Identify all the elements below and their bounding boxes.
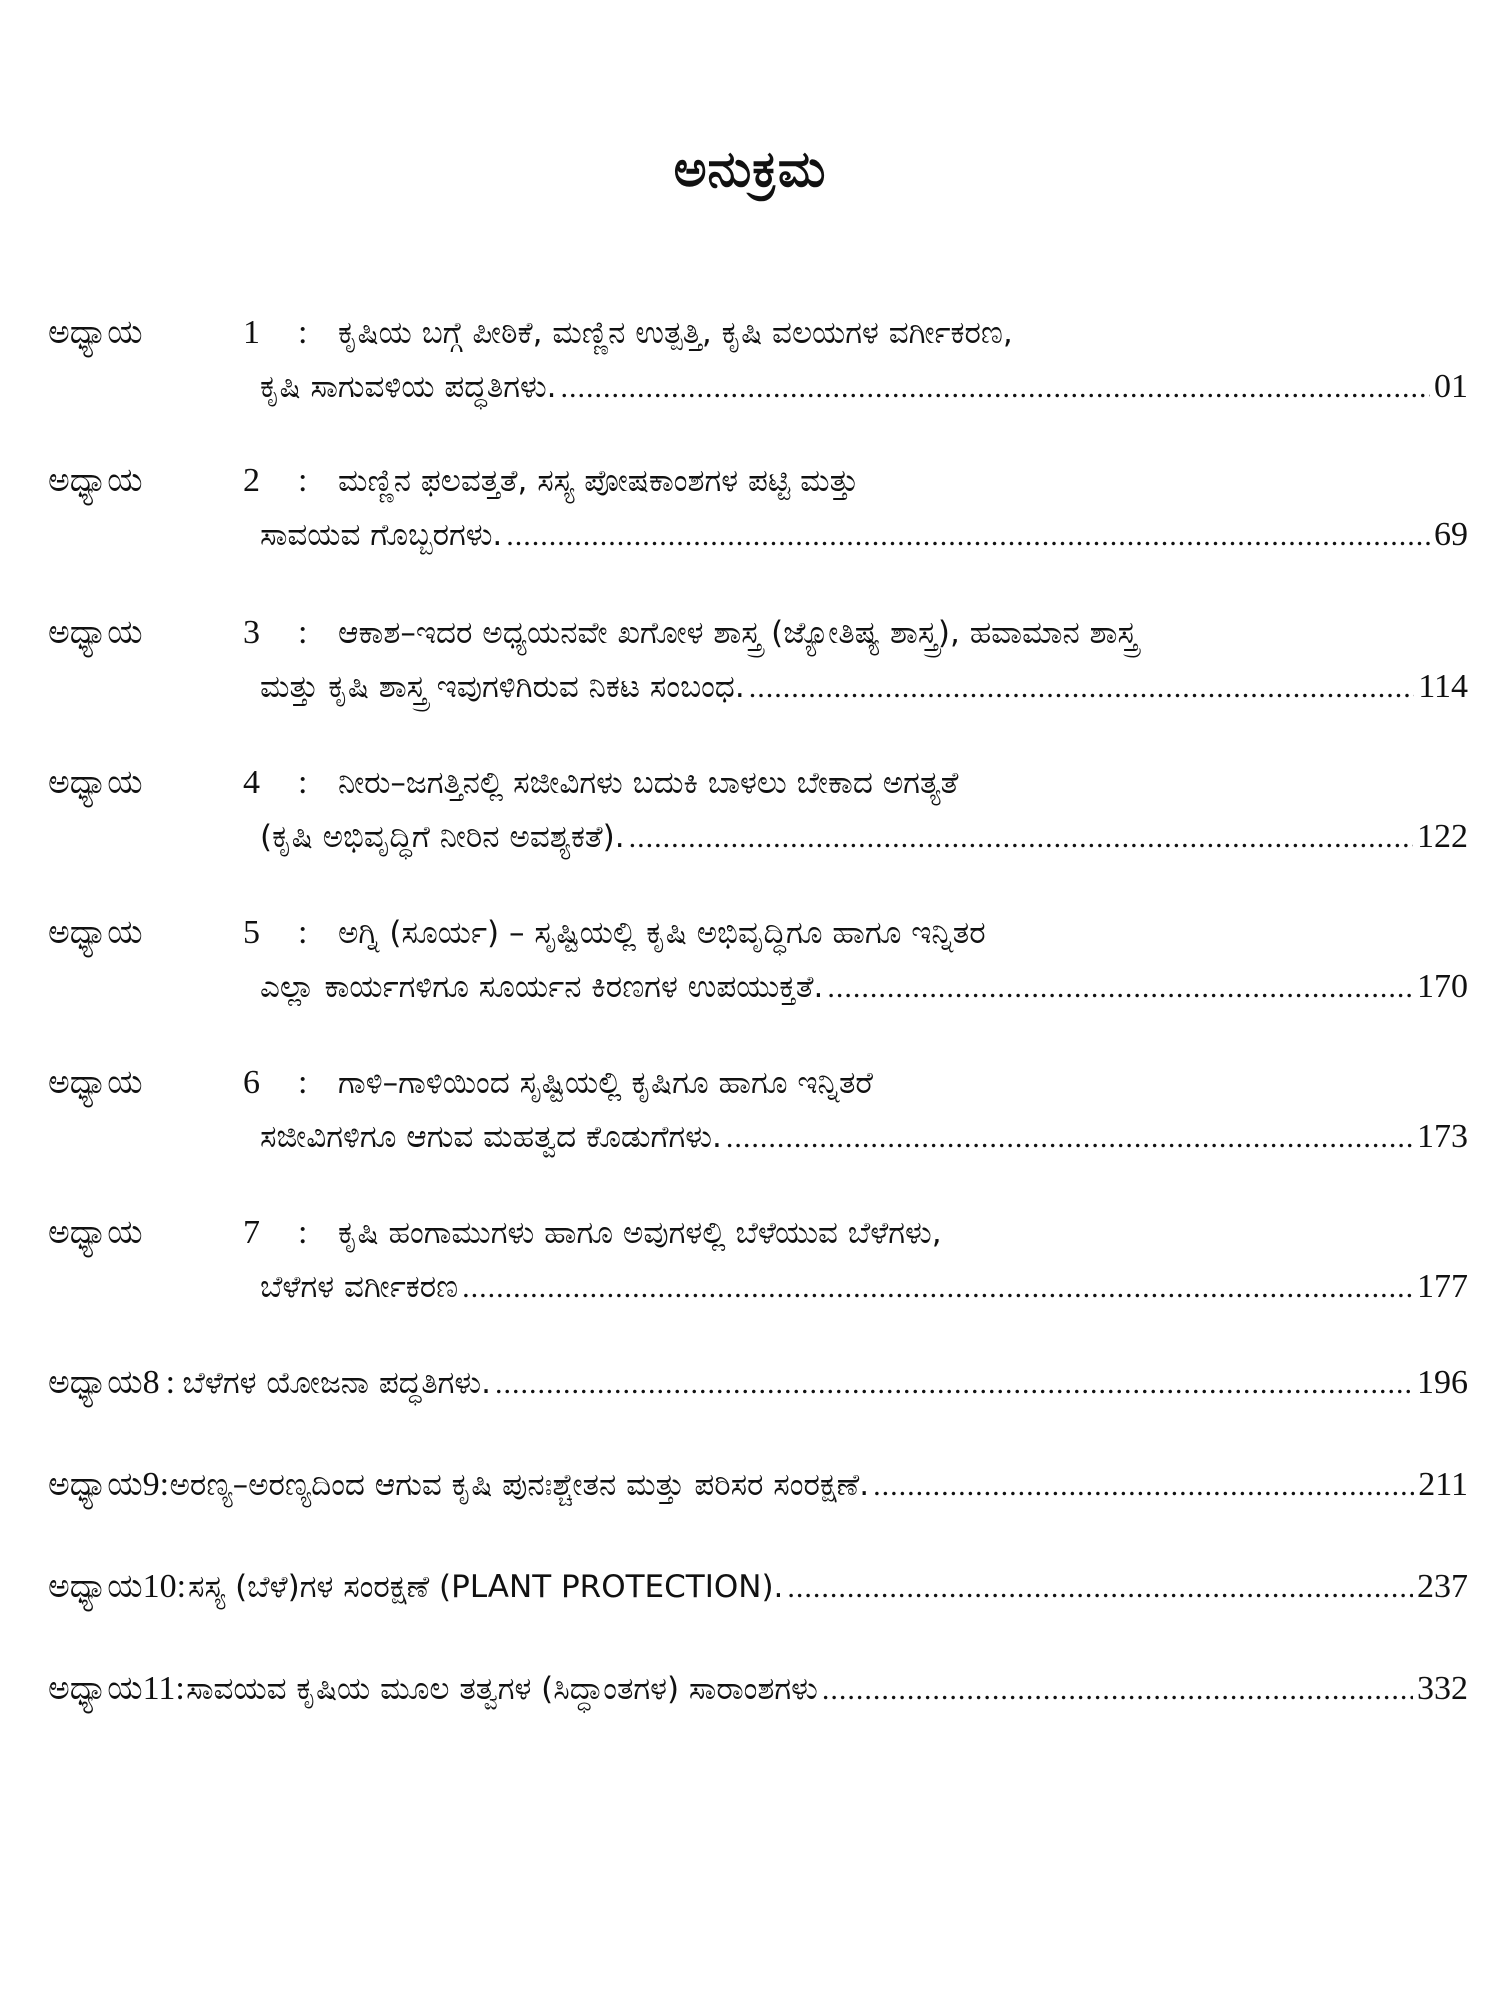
page-number: 332 [1417, 1670, 1468, 1707]
toc-entry-second-line [260, 1268, 1468, 1328]
page-number: 170 [1417, 968, 1468, 1005]
toc-entry-second-line [260, 668, 1468, 728]
colon-separator: : [175, 1670, 185, 1707]
page-number: 211 [1418, 1466, 1468, 1503]
dot-leader [495, 1367, 1413, 1401]
chapter-number: 8 [142, 1364, 160, 1401]
dot-leader [787, 1571, 1413, 1605]
page-number: 177 [1417, 1268, 1468, 1305]
dot-leader [873, 1469, 1414, 1503]
page-number: 114 [1418, 668, 1468, 705]
chapter-number: 2 [243, 462, 260, 499]
page-number: 196 [1417, 1364, 1469, 1401]
page-title: ಅನುಕ್ರಮ [673, 140, 827, 198]
toc-entry-first-line [48, 1062, 873, 1122]
toc-entry-first-line [48, 912, 986, 972]
chapter-label: ಅಧ್ಯಾಯ [48, 460, 143, 499]
colon-separator: : [298, 1214, 308, 1251]
chapter-label: ಅಧ್ಯಾಯ [48, 1566, 143, 1605]
chapter-number: 3 [243, 614, 260, 651]
dot-leader [726, 1121, 1413, 1155]
chapter-label: ಅಧ್ಯಾಯ [48, 912, 143, 951]
toc-entry-first-line [48, 762, 958, 822]
chapter-number: 6 [243, 1064, 260, 1101]
chapter-label: ಅಧ್ಯಾಯ [48, 612, 143, 651]
colon-separator: : [298, 314, 308, 351]
chapter-label: ಅಧ್ಯಾಯ [48, 1212, 143, 1251]
chapter-title-line-1: ಕೃಷಿಯ ಬಗ್ಗೆ ಪೀಠಿಕೆ, ಮಣ್ಣಿನ ಉತ್ಪತ್ತಿ, ಕೃಷಿ ವಲಯಗಳ ವರ್ಗೀಕರಣ, [338, 315, 1013, 351]
chapter-title-line-1: ಕೃಷಿ ಹಂಗಾಮುಗಳು ಹಾಗೂ ಅವುಗಳಲ್ಲಿ ಬೆಳೆಯುವ ಬೆಳೆಗಳು, [338, 1215, 942, 1251]
chapter-title-line-1: ಬೆಳೆಗಳ ಯೋಜನಾ ಪದ್ಧತಿಗಳು. [182, 1365, 491, 1401]
chapter-label: ಅಧ್ಯಾಯ [48, 1668, 143, 1707]
chapter-title-line-1: ನೀರು–ಜಗತ್ತಿನಲ್ಲಿ ಸಜೀವಿಗಳು ಬದುಕಿ ಬಾಳಲು ಬೇಕಾದ ಅಗತ್ಯತೆ [338, 765, 959, 801]
chapter-number: 9 [142, 1466, 160, 1503]
chapter-title-line-2: ಸಾವಯವ ಗೊಬ್ಬರಗಳು. [260, 517, 503, 553]
chapter-number: 1 [243, 314, 260, 351]
colon-separator: : [298, 914, 308, 951]
page-number: 237 [1417, 1568, 1468, 1605]
chapter-title-line-2: ಮತ್ತು ಕೃಷಿ ಶಾಸ್ತ್ರ ಇವುಗಳಿಗಿರುವ ನಿಕಟ ಸಂಬಂಧ. [260, 669, 745, 705]
chapter-label: ಅಧ್ಯಾಯ [48, 762, 143, 801]
chapter-title-line-2: (ಕೃಷಿ ಅಭಿವೃದ್ಧಿಗೆ ನೀರಿನ ಅವಶ್ಯಕತೆ). [260, 819, 625, 855]
chapter-label: ಅಧ್ಯಾಯ [48, 1464, 143, 1503]
chapter-title-line-1: ಗಾಳಿ–ಗಾಳಿಯಿಂದ ಸೃಷ್ಟಿಯಲ್ಲಿ ಕೃಷಿಗೂ ಹಾಗೂ ಇನ್ನಿತರೆ [338, 1065, 874, 1101]
toc-entry-first-line [48, 1212, 942, 1272]
dot-leader [462, 1271, 1413, 1305]
dot-leader [827, 971, 1413, 1005]
chapter-label: ಅಧ್ಯಾಯ [48, 312, 143, 351]
toc-entry-second-line [260, 968, 1468, 1028]
chapter-title-line-1: ಸಾವಯವ ಕೃಷಿಯ ಮೂಲ ತತ್ವಗಳ (ಸಿದ್ಧಾಂತಗಳ) ಸಾರಾಂಶಗಳು [186, 1671, 818, 1707]
colon-separator: : [176, 1568, 187, 1605]
page-number: 01 [1434, 368, 1468, 405]
colon-separator: : [298, 764, 308, 801]
chapter-title-line-1: ಸಸ್ಯ (ಬೆಳೆ)ಗಳ ಸಂರಕ್ಷಣೆ (PLANT PROTECTION). [188, 1569, 784, 1605]
colon-separator: : [298, 462, 308, 499]
toc-entry-first-line [48, 460, 859, 520]
toc-entry-first-line [48, 1668, 1468, 1728]
page-number: 173 [1417, 1118, 1468, 1155]
colon-separator: : [165, 1364, 176, 1401]
chapter-title-line-1: ಅರಣ್ಯ–ಅರಣ್ಯದಿಂದ ಆಗುವ ಕೃಷಿ ಪುನಃಶ್ಚೇತನ ಮತ್ತು ಪರಿಸರ ಸಂರಕ್ಷಣೆ. [169, 1467, 870, 1503]
chapter-number: 4 [243, 764, 260, 801]
toc-entry-second-line [260, 516, 1468, 576]
chapter-number: 11 [142, 1670, 176, 1707]
toc-entry-first-line [48, 1362, 1468, 1422]
chapter-label: ಅಧ್ಯಾಯ [48, 1362, 143, 1401]
chapter-title-line-2: ಬೆಳೆಗಳ ವರ್ಗೀಕರಣ [260, 1269, 459, 1305]
dot-leader [561, 371, 1430, 405]
page-number: 122 [1417, 818, 1468, 855]
chapter-title-line-2: ಕೃಷಿ ಸಾಗುವಳಿಯ ಪದ್ಧತಿಗಳು. [260, 369, 557, 405]
toc-entry-first-line [48, 312, 1013, 372]
toc-entry-second-line [260, 818, 1468, 878]
toc-entry-second-line [260, 368, 1468, 428]
colon-separator: : [298, 614, 308, 651]
chapter-title-line-2: ಸಜೀವಿಗಳಿಗೂ ಆಗುವ ಮಹತ್ವದ ಕೊಡುಗೆಗಳು. [260, 1119, 722, 1155]
dot-leader [749, 671, 1415, 705]
page-number: 69 [1434, 516, 1468, 553]
colon-separator: : [298, 1064, 308, 1101]
chapter-title-line-1: ಮಣ್ಣಿನ ಫಲವತ್ತತೆ, ಸಸ್ಯ ಪೋಷಕಾಂಶಗಳ ಪಟ್ಟಿ ಮತ್ತು [338, 463, 859, 499]
chapter-title-line-1: ಅಗ್ನಿ (ಸೂರ್ಯ) – ಸೃಷ್ಟಿಯಲ್ಲಿ ಕೃಷಿ ಅಭಿವೃದ್ಧಿಗೂ ಹಾಗೂ ಇನ್ನಿತರ [338, 915, 986, 951]
chapter-number: 7 [243, 1214, 260, 1251]
dot-leader [822, 1673, 1413, 1707]
dot-leader [506, 519, 1430, 553]
toc-entry-first-line [48, 1464, 1468, 1524]
toc-entry-second-line [260, 1118, 1468, 1178]
dot-leader [629, 821, 1413, 855]
chapter-title-line-1: ಆಕಾಶ–ಇದರ ಅಧ್ಯಯನವೇ ಖಗೋಳ ಶಾಸ್ತ್ರ (ಜ್ಯೋತಿಷ್ಯ ಶಾಸ್ತ್ರ), ಹವಾಮಾನ ಶಾಸ್ತ್ರ [338, 615, 1138, 651]
chapter-number: 10 [142, 1568, 177, 1605]
toc-entry-first-line [48, 1566, 1468, 1626]
chapter-title-line-2: ಎಲ್ಲಾ ಕಾರ್ಯಗಳಿಗೂ ಸೂರ್ಯನ ಕಿರಣಗಳ ಉಪಯುಕ್ತತೆ. [260, 969, 824, 1005]
chapter-label: ಅಧ್ಯಾಯ [48, 1062, 143, 1101]
chapter-number: 5 [243, 914, 260, 951]
colon-separator: : [159, 1466, 170, 1503]
toc-entry-first-line [48, 612, 1138, 672]
